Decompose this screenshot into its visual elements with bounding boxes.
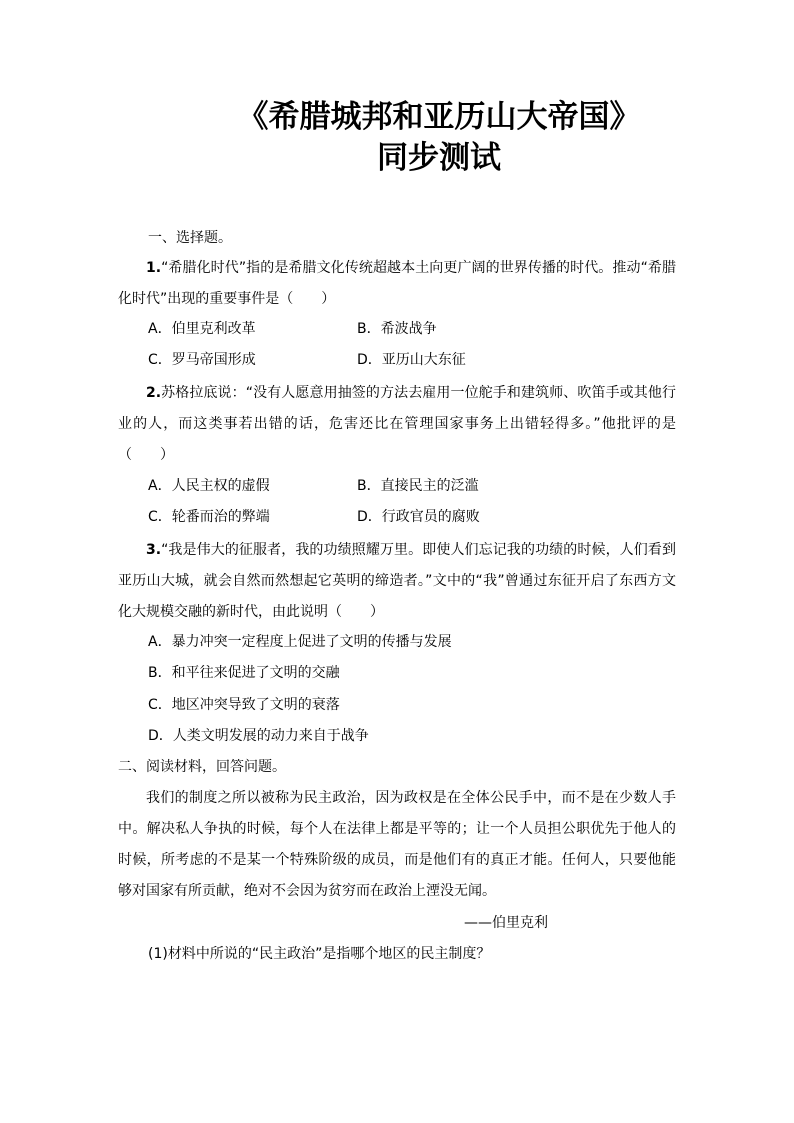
question-3-stem: “我是伟大的征服者，我的功绩照耀万里。即使人们忘记我的功绩的时候，人们看到亚历山大城，就会自然而然想起它英明的缔造者。”文中的“我”曾通过东征开启了东西方文化大规模交融的新时代，由此说明（ ） — [118, 542, 676, 620]
question-3-number: 3. — [146, 542, 162, 558]
question-3 — [118, 535, 676, 628]
question-3-option-c: C．地区冲突导致了文明的衰落 — [148, 697, 340, 713]
reading-material: 我们的制度之所以被称为民主政治，因为政权是在全体公民手中，而不是在少数人手中。解决私人争执的时候，每个人在法律上都是平等的；让一个人员担公职优先于他人的时候，所考虑的不是某一个特殊阶级的成员，而是他们有的真正才能。任何人，只要他能够对国家有所贡献，绝对不会因为贫穷而在政治上湮没无闻。 — [118, 790, 676, 899]
sub-question-1: (1)材料中所说的“民主政治”是指哪个地区的民主制度？ — [148, 946, 491, 962]
section2-heading: 二、阅读材料，回答问题。 — [118, 759, 286, 775]
question-1-option-d: D．亚历山大东征 — [357, 352, 466, 368]
document-subtitle: 同步测试 — [377, 140, 501, 176]
question-1-number: 1. — [146, 260, 162, 276]
question-2 — [118, 378, 676, 471]
question-1-stem: “希腊化时代”指的是希腊文化传统超越本土向更广阔的世界传播的时代。推动“希腊化时代”出现的重要事件是（ ） — [118, 260, 676, 307]
question-2-option-b: B．直接民主的泛滥 — [357, 478, 479, 494]
question-1 — [118, 253, 676, 315]
question-3-option-d: D．人类文明发展的动力来自于战争 — [148, 728, 369, 744]
question-2-number: 2. — [146, 385, 162, 401]
document-title: 《希腊城邦和亚历山大帝国》 — [237, 99, 641, 135]
question-3-option-b: B．和平往来促进了文明的交融 — [148, 665, 340, 681]
question-1-option-c: C．罗马帝国形成 — [148, 352, 256, 368]
question-1-option-b: B．希波战争 — [357, 321, 437, 337]
question-2-option-c: C．轮番而治的弊端 — [148, 509, 270, 525]
question-2-option-d: D．行政官员的腐败 — [357, 509, 480, 525]
question-2-option-a: A．人民主权的虚假 — [148, 478, 270, 494]
question-2-stem: 苏格拉底说：“没有人愿意用抽签的方法去雇用一位舵手和建筑师、吹笛手或其他行业的人，而这类事若出错的话，危害还比在管理国家事务上出错轻得多。”他批评的是（ ） — [118, 385, 676, 463]
question-3-option-a: A．暴力冲突一定程度上促进了文明的传播与发展 — [148, 634, 452, 650]
material-attribution: ——伯里克利 — [464, 915, 548, 931]
question-1-option-a: A．伯里克利改革 — [148, 321, 256, 337]
section1-heading: 一、选择题。 — [148, 230, 232, 246]
